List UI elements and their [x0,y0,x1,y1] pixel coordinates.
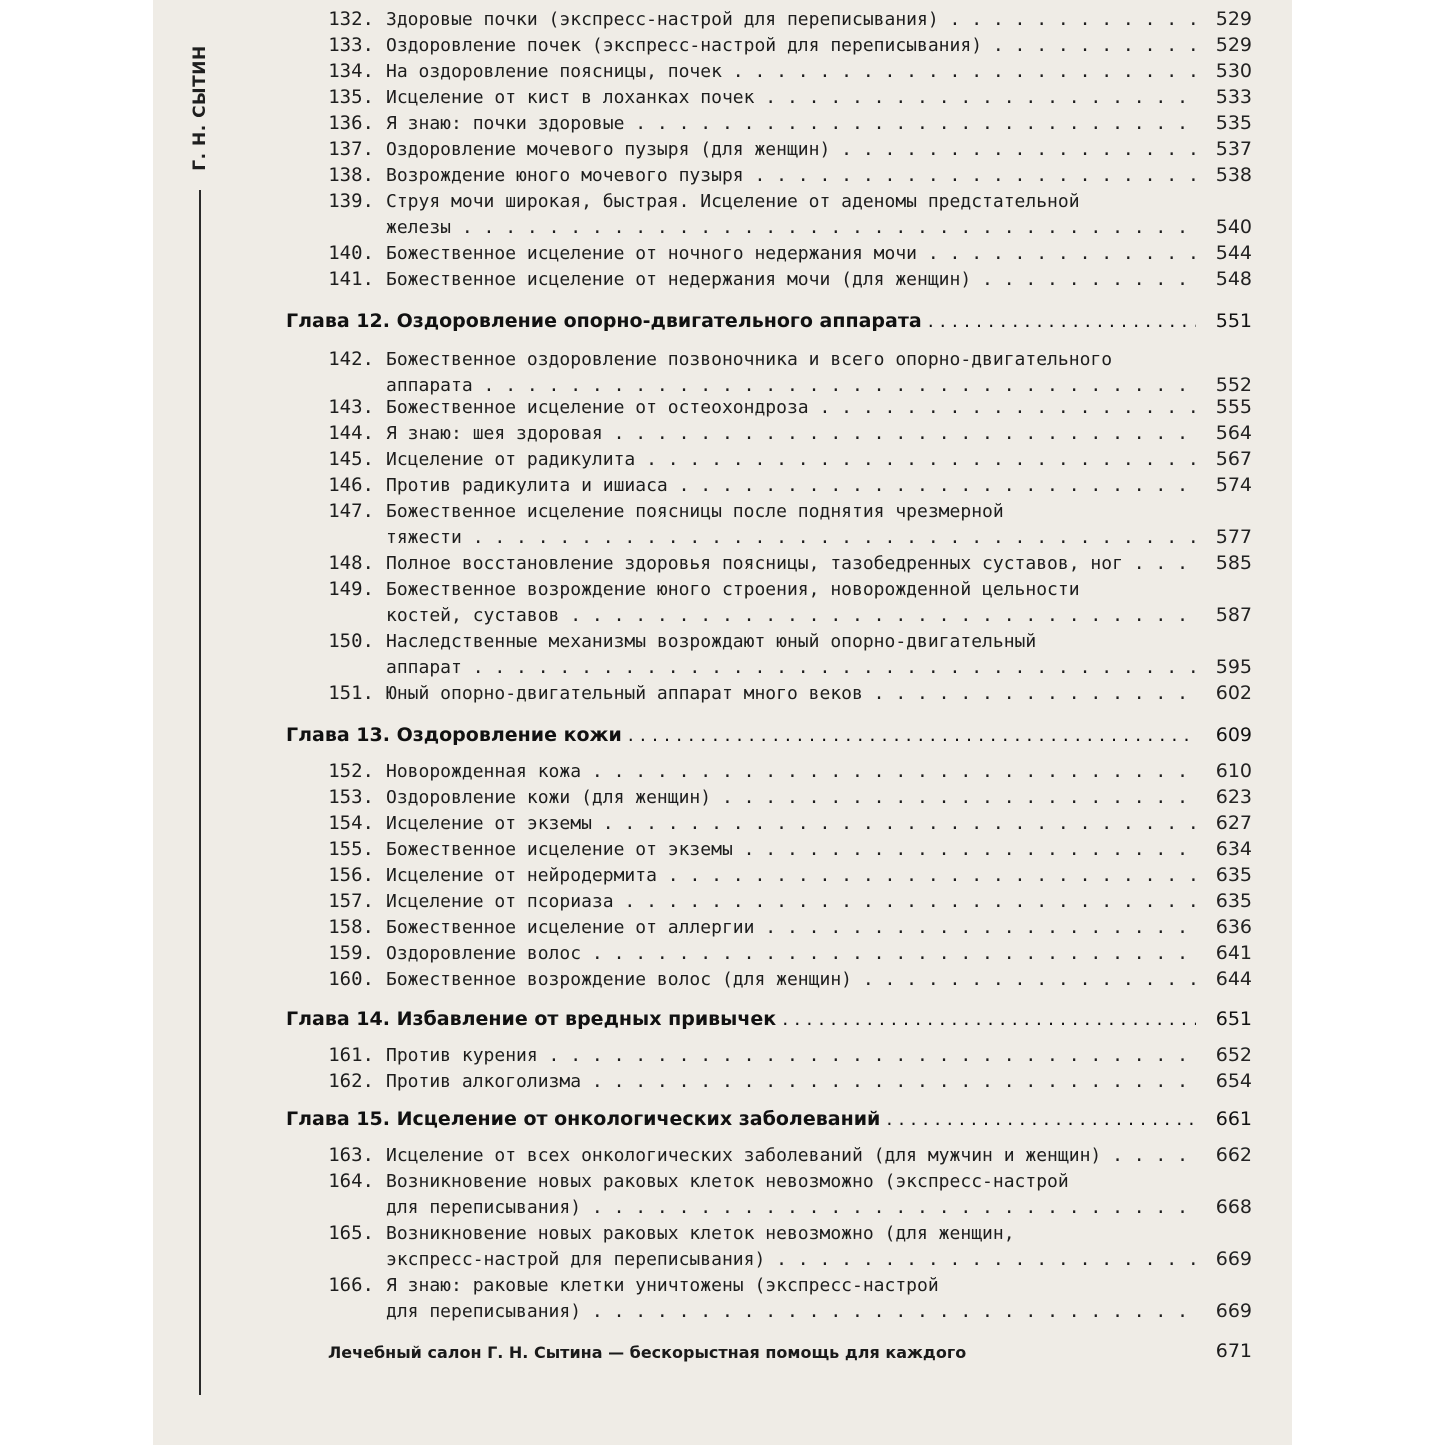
entry-number: 149. [328,578,374,600]
toc-entry[interactable] [316,678,1252,704]
entry-page-number: 641 [1215,942,1252,964]
entry-number: 153. [328,786,374,808]
entry-title-continuation: аппарат . . . [386,657,1196,678]
entry-page-number: 538 [1215,164,1252,186]
entry-number: 148. [328,552,374,574]
toc-entry[interactable] [316,418,1252,444]
entry-title: Исцеление от экземы . . . [386,813,1196,834]
toc-entry[interactable] [316,1218,1252,1244]
toc-entry[interactable] [316,160,1252,186]
entry-page-number: 585 [1215,552,1252,574]
entry-page-number: 574 [1215,474,1252,496]
entry-title: Против радикулита и ишиаса . . . [386,475,1196,496]
chapter-title: Глава 14. Избавление от вредных привычек . . . [286,1008,1196,1030]
toc-entry-continuation [316,522,1252,548]
footer-title: Лечебный салон Г. Н. Сытина — бескорыстная помощь для каждого [328,1343,967,1362]
entry-title: Полное восстановление здоровья поясницы, тазобедренных суставов, ног . . . [386,553,1196,574]
running-head-text: Г. Н. СЫТИН [190,45,210,171]
entry-title: Против курения . . . [386,1045,1196,1066]
footer-entry[interactable] [328,1336,1252,1362]
entry-title: На оздоровление поясницы, почек . . . [386,61,1196,82]
entry-title: Божественное исцеление от недержания мочи (для женщин) . . . [386,269,1196,290]
entry-number: 143. [328,396,374,418]
entry-title: Божественное исцеление от остеохондроза . . . [386,397,1196,418]
toc-entry-continuation [316,1244,1252,1270]
entry-page-number: 669 [1215,1248,1252,1270]
entry-number: 162. [328,1070,374,1092]
entry-page-number: 535 [1215,112,1252,134]
entry-number: 133. [328,34,374,56]
toc-entry[interactable] [316,912,1252,938]
toc-entry[interactable] [316,264,1252,290]
entry-title: Здоровые почки (экспресс-настрой для переписывания) . . . [386,9,1196,30]
entry-page-number: 636 [1215,916,1252,938]
entry-number: 159. [328,942,374,964]
running-head [178,40,223,175]
entry-title: Исцеление от нейродермита . . . [386,865,1196,886]
toc-entry[interactable] [316,1040,1252,1066]
entry-title: Исцеление от псориаза . . . [386,891,1196,912]
entry-number: 150. [328,630,374,652]
vertical-rule [199,190,201,1395]
entry-page-number: 602 [1215,682,1252,704]
entry-page-number: 623 [1215,786,1252,808]
entry-number: 141. [328,268,374,290]
toc-entry[interactable] [316,548,1252,574]
toc-entry[interactable] [316,344,1252,370]
entry-page-number: 627 [1215,812,1252,834]
toc-entry[interactable] [316,496,1252,522]
toc-entry[interactable] [316,392,1252,418]
entry-page-number: 529 [1215,8,1252,30]
entry-title: Я знаю: почки здоровые . . . [386,113,1196,134]
entry-number: 155. [328,838,374,860]
entry-title-continuation: для переписывания) . . . [386,1301,1196,1322]
toc-entry[interactable] [316,30,1252,56]
entry-title: Божественное исцеление от экземы . . . [386,839,1196,860]
entry-title: Наследственные механизмы возрождают юный опорно-двигательный [386,631,1037,652]
entry-page-number: 652 [1215,1044,1252,1066]
entry-page-number: 635 [1215,864,1252,886]
entry-title: Исцеление от всех онкологических заболеваний (для мужчин и женщин) . . . [386,1145,1196,1166]
toc-entry[interactable] [316,444,1252,470]
entry-number: 140. [328,242,374,264]
entry-number: 160. [328,968,374,990]
chapter-heading[interactable] [286,718,1252,746]
entry-title: Оздоровление кожи (для женщин) . . . [386,787,1196,808]
entry-page-number: 654 [1215,1070,1252,1092]
toc-entry[interactable] [316,938,1252,964]
toc-entry[interactable] [316,82,1252,108]
entry-title: Возникновение новых раковых клеток невозможно (для женщин, [386,1223,1015,1244]
toc-entry[interactable] [316,756,1252,782]
entry-number: 165. [328,1222,374,1244]
entry-page-number: 564 [1215,422,1252,444]
entry-page-number: 644 [1215,968,1252,990]
entry-page-number: 577 [1215,526,1252,548]
entry-number: 139. [328,190,374,212]
entry-page-number: 635 [1215,890,1252,912]
toc-entry[interactable] [316,238,1252,264]
chapter-heading[interactable] [286,1002,1252,1030]
entry-page-number: 662 [1215,1144,1252,1166]
entry-page-number: 555 [1215,396,1252,418]
entry-page-number: 548 [1215,268,1252,290]
toc-entry[interactable] [316,574,1252,600]
entry-page-number: 634 [1215,838,1252,860]
entry-title: Возрождение юного мочевого пузыря . . . [386,165,1196,186]
toc-entry[interactable] [316,860,1252,886]
entry-number: 145. [328,448,374,470]
toc-entry[interactable] [316,1270,1252,1296]
entry-title: Я знаю: шея здоровая . . . [386,423,1196,444]
chapter-heading[interactable] [286,304,1252,332]
toc-entry[interactable] [316,470,1252,496]
toc-entry-continuation [316,1296,1252,1322]
entry-page-number: 544 [1215,242,1252,264]
chapter-page-number: 651 [1215,1008,1252,1030]
entry-page-number: 530 [1215,60,1252,82]
entry-title: Струя мочи широкая, быстрая. Исцеление от аденомы предстательной [386,191,1080,212]
entry-number: 161. [328,1044,374,1066]
toc-entry-continuation [316,652,1252,678]
toc-entry[interactable] [316,834,1252,860]
toc-entry[interactable] [316,886,1252,912]
entry-page-number: 529 [1215,34,1252,56]
entry-page-number: 587 [1215,604,1252,626]
entry-page-number: 537 [1215,138,1252,160]
toc-entry[interactable] [316,108,1252,134]
chapter-page-number: 661 [1215,1108,1252,1130]
entry-number: 154. [328,812,374,834]
entry-number: 136. [328,112,374,134]
toc-entry[interactable] [316,1140,1252,1166]
entry-title-continuation: аппарата . . . [386,375,1196,396]
entry-number: 147. [328,500,374,522]
entry-title: Оздоровление волос . . . [386,943,1196,964]
entry-page-number: 567 [1215,448,1252,470]
entry-page-number: 610 [1215,760,1252,782]
entry-page-number: 669 [1215,1300,1252,1322]
entry-number: 138. [328,164,374,186]
entry-page-number: 533 [1215,86,1252,108]
entry-title: Божественное возрождение волос (для женщин) . . . [386,969,1196,990]
entry-number: 151. [328,682,374,704]
chapter-page-number: 551 [1215,310,1252,332]
chapter-title: Глава 13. Оздоровление кожи . . . [286,724,1196,746]
entry-number: 158. [328,916,374,938]
toc-entry[interactable] [316,782,1252,808]
entry-title-continuation: костей, суставов . . . [386,605,1196,626]
toc-entry-continuation [316,600,1252,626]
toc-entry[interactable] [316,964,1252,990]
entry-number: 144. [328,422,374,444]
toc-entry[interactable] [316,186,1252,212]
entry-title: Божественное исцеление от ночного недержания мочи . . . [386,243,1196,264]
entry-number: 134. [328,60,374,82]
footer-page-number: 671 [1215,1340,1252,1362]
toc-entry[interactable] [316,4,1252,30]
entry-title: Божественное возрождение юного строения, новорожденной цельности [386,579,1080,600]
entry-number: 137. [328,138,374,160]
toc-entry[interactable] [316,56,1252,82]
chapter-page-number: 609 [1215,724,1252,746]
entry-title-continuation: экспресс-настрой для переписывания) . . . [386,1249,1196,1270]
entry-title: Возникновение новых раковых клеток невозможно (экспресс-настрой [386,1171,1069,1192]
entry-title: Исцеление от кист в лоханках почек . . . [386,87,1196,108]
entry-number: 163. [328,1144,374,1166]
entry-page-number: 540 [1215,216,1252,238]
toc-entry[interactable] [316,1066,1252,1092]
toc-entry[interactable] [316,626,1252,652]
entry-title-continuation: для переписывания) . . . [386,1197,1196,1218]
entry-title: Юный опорно-двигательный аппарат много веков . . . [386,683,1196,704]
entry-number: 157. [328,890,374,912]
toc-entry[interactable] [316,134,1252,160]
entry-title: Я знаю: раковые клетки уничтожены (экспресс-настрой [386,1275,939,1296]
entry-title: Божественное исцеление поясницы после поднятия чрезмерной [386,501,1004,522]
chapter-title: Глава 12. Оздоровление опорно-двигательного аппарата . . . [286,310,1196,332]
entry-number: 135. [328,86,374,108]
entry-number: 132. [328,8,374,30]
entry-title: Божественное исцеление от аллергии . . . [386,917,1196,938]
entry-title: Оздоровление мочевого пузыря (для женщин) . . . [386,139,1196,160]
entry-title: Новорожденная кожа . . . [386,761,1196,782]
entry-title-continuation: железы . . . [386,217,1196,238]
entry-number: 164. [328,1170,374,1192]
entry-page-number: 668 [1215,1196,1252,1218]
entry-number: 156. [328,864,374,886]
entry-title: Против алкоголизма . . . [386,1071,1196,1092]
entry-number: 166. [328,1274,374,1296]
toc-entry[interactable] [316,808,1252,834]
entry-number: 146. [328,474,374,496]
entry-number: 152. [328,760,374,782]
entry-title: Оздоровление почек (экспресс-настрой для переписывания) . . . [386,35,1196,56]
entry-page-number: 595 [1215,656,1252,678]
toc-entry-continuation [316,1192,1252,1218]
entry-title-continuation: тяжести . . . [386,527,1196,548]
entry-title: Божественное оздоровление позвоночника и всего опорно-двигательного [386,349,1113,370]
entry-title: Исцеление от радикулита . . . [386,449,1196,470]
entry-page-number: 552 [1215,374,1252,396]
entry-number: 142. [328,348,374,370]
chapter-title: Глава 15. Исцеление от онкологических заболеваний . . . [286,1108,1196,1130]
toc-entry-continuation [316,212,1252,238]
toc-entry[interactable] [316,1166,1252,1192]
chapter-heading[interactable] [286,1102,1252,1130]
